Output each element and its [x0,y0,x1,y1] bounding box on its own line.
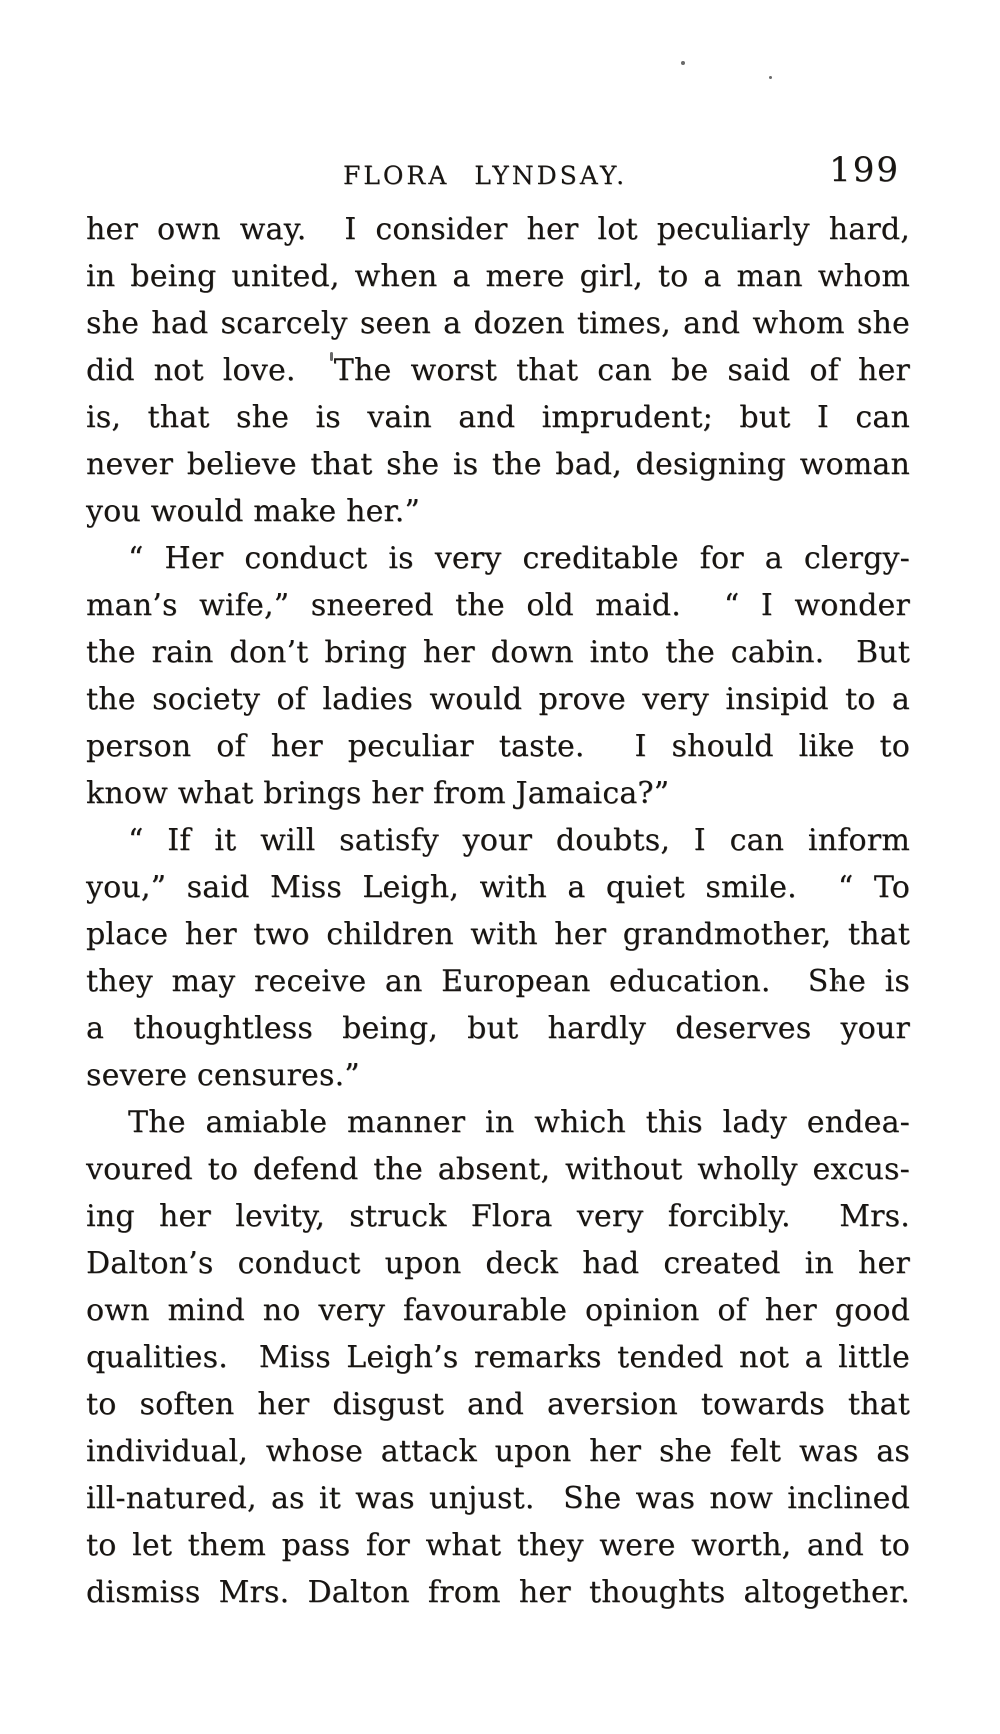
text-line: know what brings her from Jamaica?” [86,776,670,811]
text-line: did not love. The worst that can be said of her [86,353,910,388]
text-line: qualities. Miss Leigh’s remarks tended not a little [86,1340,910,1375]
text-line: in being united, when a mere girl, to a man whom [86,259,910,294]
text-line: you,” said Miss Leigh, with a quiet smile. “ To [86,870,910,905]
text-line: to soften her disgust and aversion towards that [86,1387,910,1422]
ink-speck [681,61,685,65]
text-line: the rain don’t bring her down into the cabin. But [86,635,910,670]
text-line: person of her peculiar taste. I should like to [86,729,910,764]
text-line: The amiable manner in which this lady endea- [128,1105,910,1140]
text-line: is, that she is vain and imprudent; but I can [86,400,910,435]
text-line: never believe that she is the bad, designing woman [86,447,910,482]
text-line: dismiss Mrs. Dalton from her thoughts altogether. [86,1575,910,1610]
text-block [86,206,910,1616]
text-line: severe censures.” [86,1058,360,1093]
text-line: “ Her conduct is very creditable for a clergy- [128,541,910,576]
text-line: man’s wife,” sneered the old maid. “ I wonder [86,588,910,623]
text-line: ill-natured, as it was unjust. She was now inclined [86,1481,910,1516]
text-line: her own way. I consider her lot peculiarly hard, [86,212,910,247]
paragraph-1 [86,206,910,535]
text-line: ing her levity, struck Flora very forcibly. Mrs. [86,1199,910,1234]
running-header: FLORA LYNDSAY. [342,161,628,190]
text-line: you would make her.” [86,494,421,529]
paragraph-3 [86,817,910,1099]
ink-speck [769,76,772,79]
text-line: place her two children with her grandmother, that [86,917,910,952]
text-line: they may receive an European education. She is [86,964,910,999]
text-line: Dalton’s conduct upon deck had created in her [86,1246,910,1281]
paragraph-4 [86,1099,910,1616]
text-line: voured to defend the absent, without wholly excus- [86,1152,910,1187]
text-line: individual, whose attack upon her she felt was as [86,1434,910,1469]
paragraph-2 [86,535,910,817]
page-number: 199 [829,150,900,190]
text-line: a thoughtless being, but hardly deserves your [86,1011,910,1046]
text-line: she had scarcely seen a dozen times, and whom she [86,306,910,341]
text-line: the society of ladies would prove very insipid to a [86,682,910,717]
text-line: to let them pass for what they were worth, and to [86,1528,910,1563]
text-line: own mind no very favourable opinion of her good [86,1293,910,1328]
text-line: “ If it will satisfy your doubts, I can inform [128,823,910,858]
